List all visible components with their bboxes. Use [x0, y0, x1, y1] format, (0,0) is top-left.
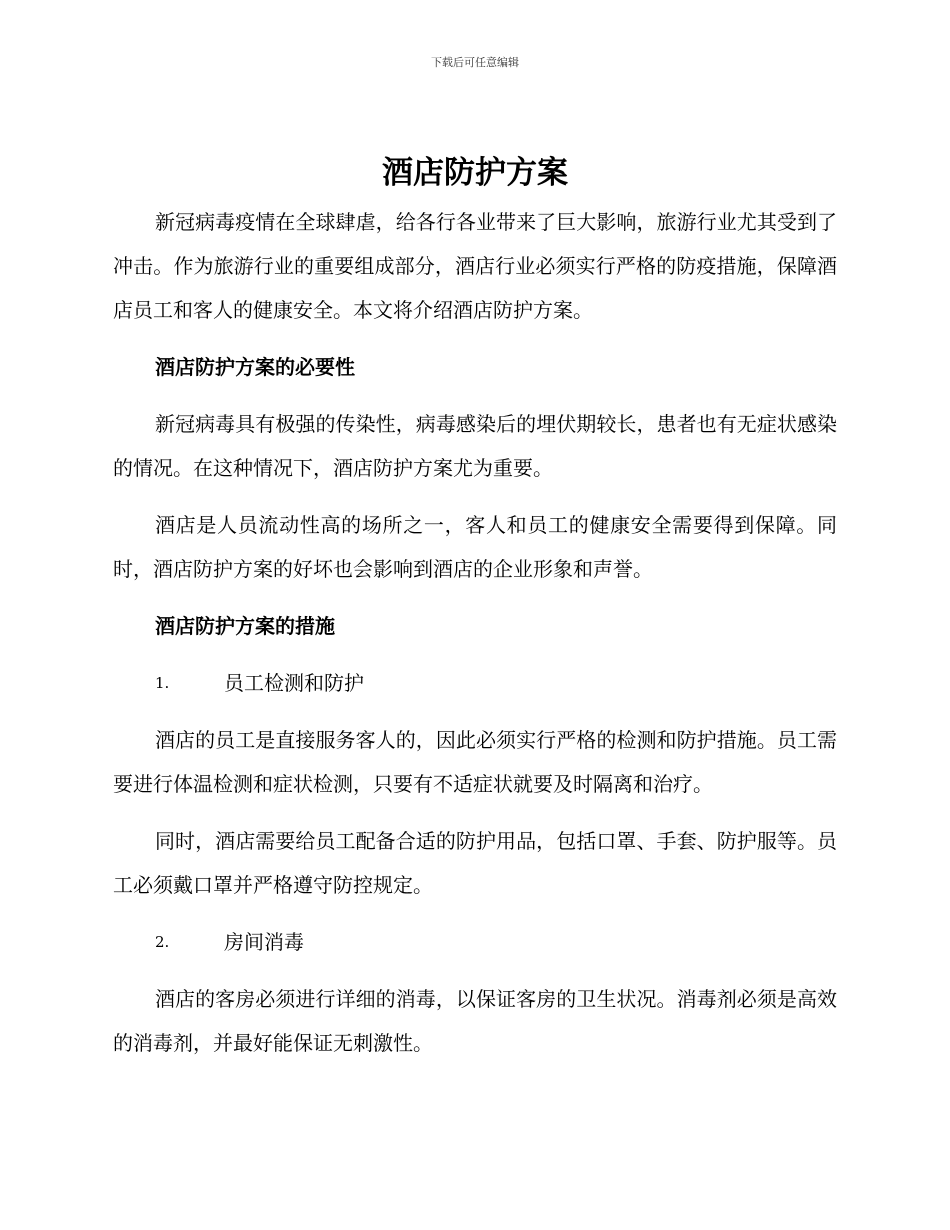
section-heading-necessity: 酒店防护方案的必要性	[155, 355, 355, 379]
document-body	[113, 150, 837, 1065]
page-header-note: 下载后可任意编辑	[431, 56, 519, 69]
intro-paragraph: 新冠病毒疫情在全球肆虐，给各行各业带来了巨大影响，旅游行业尤其受到了冲击。作为旅游行业的重要组成部分，酒店行业必须实行严格的防疫措施，保障酒店员工和客人的健康安全。本文将介绍酒店防护方案。	[113, 210, 837, 322]
document-title: 酒店防护方案	[382, 155, 568, 191]
list-item-label: 员工检测和防护	[224, 671, 364, 695]
list-item-staff-protection	[113, 661, 837, 705]
necessity-paragraph-2: 酒店是人员流动性高的场所之一，客人和员工的健康安全需要得到保障。同时，酒店防护方案的好坏也会影响到酒店的企业形象和声誉。	[113, 513, 837, 581]
staff-paragraph-1: 酒店的员工是直接服务客人的，因此必须实行严格的检测和防护措施。员工需要进行体温检测和症状检测，只要有不适症状就要及时隔离和治疗。	[113, 728, 837, 796]
staff-paragraph-2: 同时，酒店需要给员工配备合适的防护用品，包括口罩、手套、防护服等。员工必须戴口罩并严格遵守防控规定。	[113, 829, 837, 897]
room-paragraph-1: 酒店的客房必须进行详细的消毒，以保证客房的卫生状况。消毒剂必须是高效的消毒剂，并最好能保证无刺激性。	[113, 987, 837, 1055]
list-item-room-disinfection	[113, 920, 837, 964]
list-number: 2.	[155, 933, 170, 951]
list-item-label: 房间消毒	[224, 930, 304, 954]
necessity-paragraph-1: 新冠病毒具有极强的传染性，病毒感染后的埋伏期较长，患者也有无症状感染的情况。在这种情况下，酒店防护方案尤为重要。	[113, 412, 837, 480]
section-heading-measures: 酒店防护方案的措施	[155, 614, 335, 638]
list-number: 1.	[155, 674, 170, 692]
